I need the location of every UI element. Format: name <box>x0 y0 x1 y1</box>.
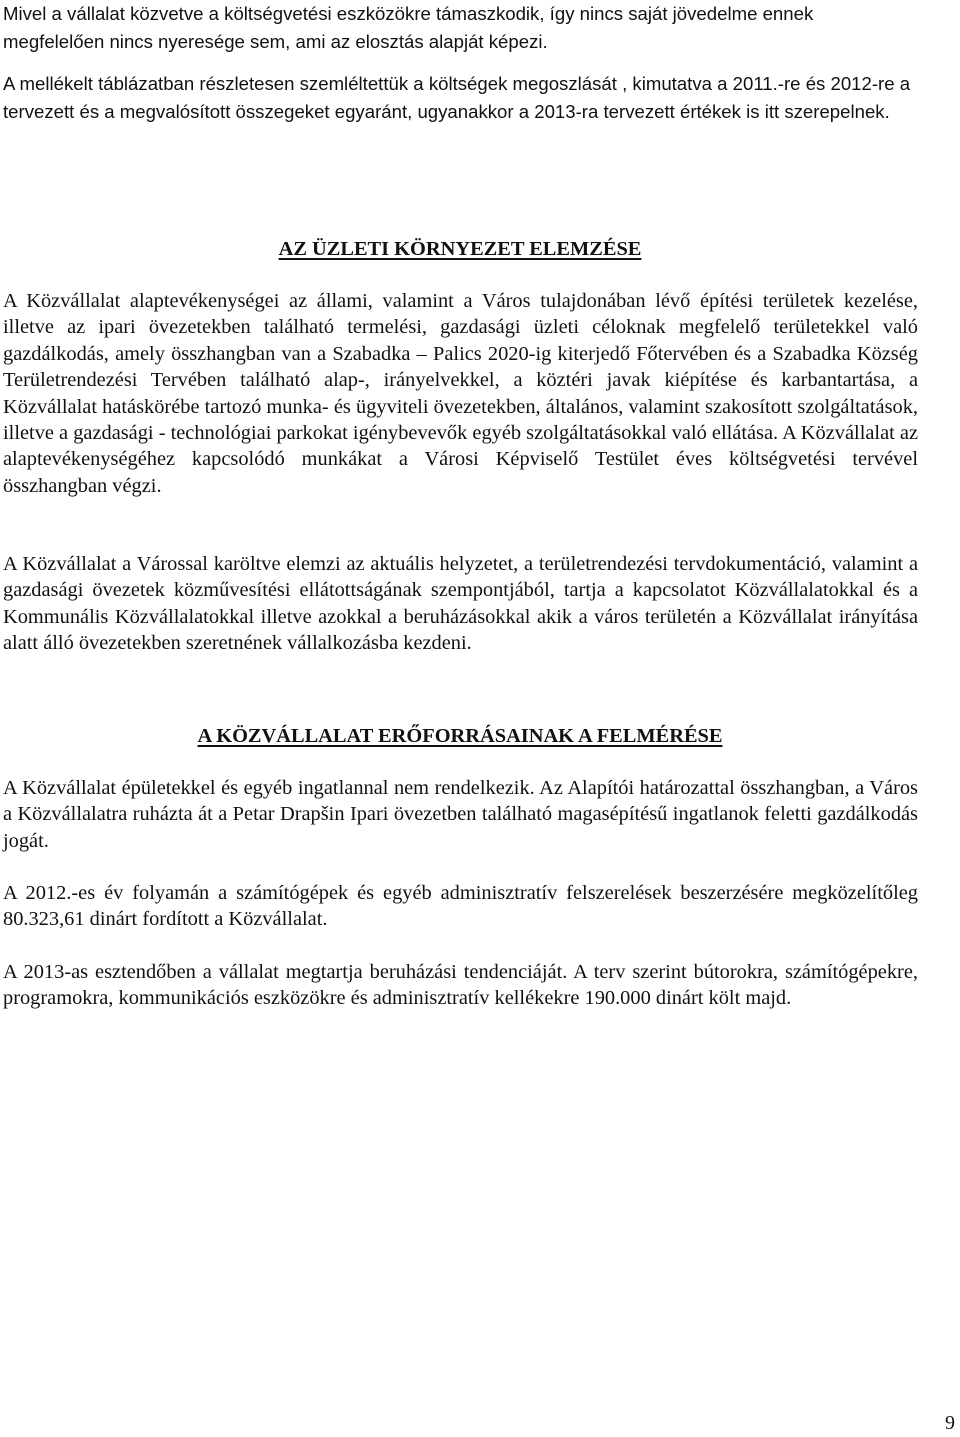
section-heading-resources: A KÖZVÁLLALAT ERŐFORRÁSAINAK A FELMÉRÉSE <box>197 725 723 747</box>
resources-paragraph-3: A 2013-as esztendőben a vállalat megtartja beruházási tendenciáját. A terv szerint bútorokra, számítógépekre, programokra, kommunikációs eszközökre és adminisztratív kellékekre 190.000 dinárt költ majd. <box>3 961 918 1010</box>
resources-paragraph-2: A 2012.-es év folyamán a számítógépek és egyéb adminisztratív felszerelések beszerzésére megközelítőleg 80.323,61 dinárt fordított a Közvállalat. <box>3 882 918 931</box>
business-paragraph-2: A Közvállalat a Várossal karöltve elemzi az aktuális helyzetet, a területrendezési tervdokumentáció, valamint a gazdasági övezetek közművesítési ellátottságának szempontjából, tartja a kapcsolatot Közvállalatokkal és a Kommunális Közvállalatokkal illetve azokkal a beruházásokkal akik a város területén a Közvállalat irányítása alatt álló övezetekben szeretnének vállalkozásba kezdeni. <box>3 553 918 655</box>
intro-paragraph-1: Mivel a vállalat közvetve a költségvetési eszközökre támaszkodik, így nincs saját jövedelme ennek megfelelően nincs nyeresége sem, ami az elosztás alapját képezi. <box>3 3 814 52</box>
intro-paragraph-2: A mellékelt táblázatban részletesen szemléltettük a költségek megoszlását , kimutatva a 2011.-re és 2012-re a tervezett és a megvalósított összegeket egyaránt, ugyanakkor a 2013-ra tervezett értékek is itt szerepelnek. <box>3 73 911 122</box>
section-heading-business-environment: AZ ÜZLETI KÖRNYEZET ELEMZÉSE <box>278 238 642 260</box>
business-paragraph-1: A Közvállalat alaptevékenységei az állami, valamint a Város tulajdonában lévő építési területek kezelése, illetve az ipari övezetekben található termelési, gazdasági üzleti céloknak megfelelő területekkel való gazdálkodás, amely összhangban van a Szabadka – Palics 2020-ig kiterjedő Főtervében és a Szabadka Község Területrendezési Tervében található alap-, irányelvekkel, a köztéri javak kiépítése és karbantartása, a Közvállalat hatáskörébe tartozó munka- és ügyviteli övezetekben, általános, valamint szakosított szolgáltatások, illetve a gazdasági - technológiai parkokat igénybevevők egyéb szolgáltatásokkal való ellátása. A Közvállalat az alaptevékenységéhez kapcsolódó munkákat a Városi Képviselő Testület éves költségvetési tervével összhangban végzi. <box>3 290 918 497</box>
page-number: 9 <box>945 1412 955 1434</box>
resources-paragraph-1: A Közvállalat épületekkel és egyéb ingatlannal nem rendelkezik. Az Alapítói határozattal összhangban, a Város a Közvállalatra ruházta át a Petar Drapšin Ipari övezetben található magasépítésű ingatlanok feletti gazdálkodás jogát. <box>3 777 918 852</box>
